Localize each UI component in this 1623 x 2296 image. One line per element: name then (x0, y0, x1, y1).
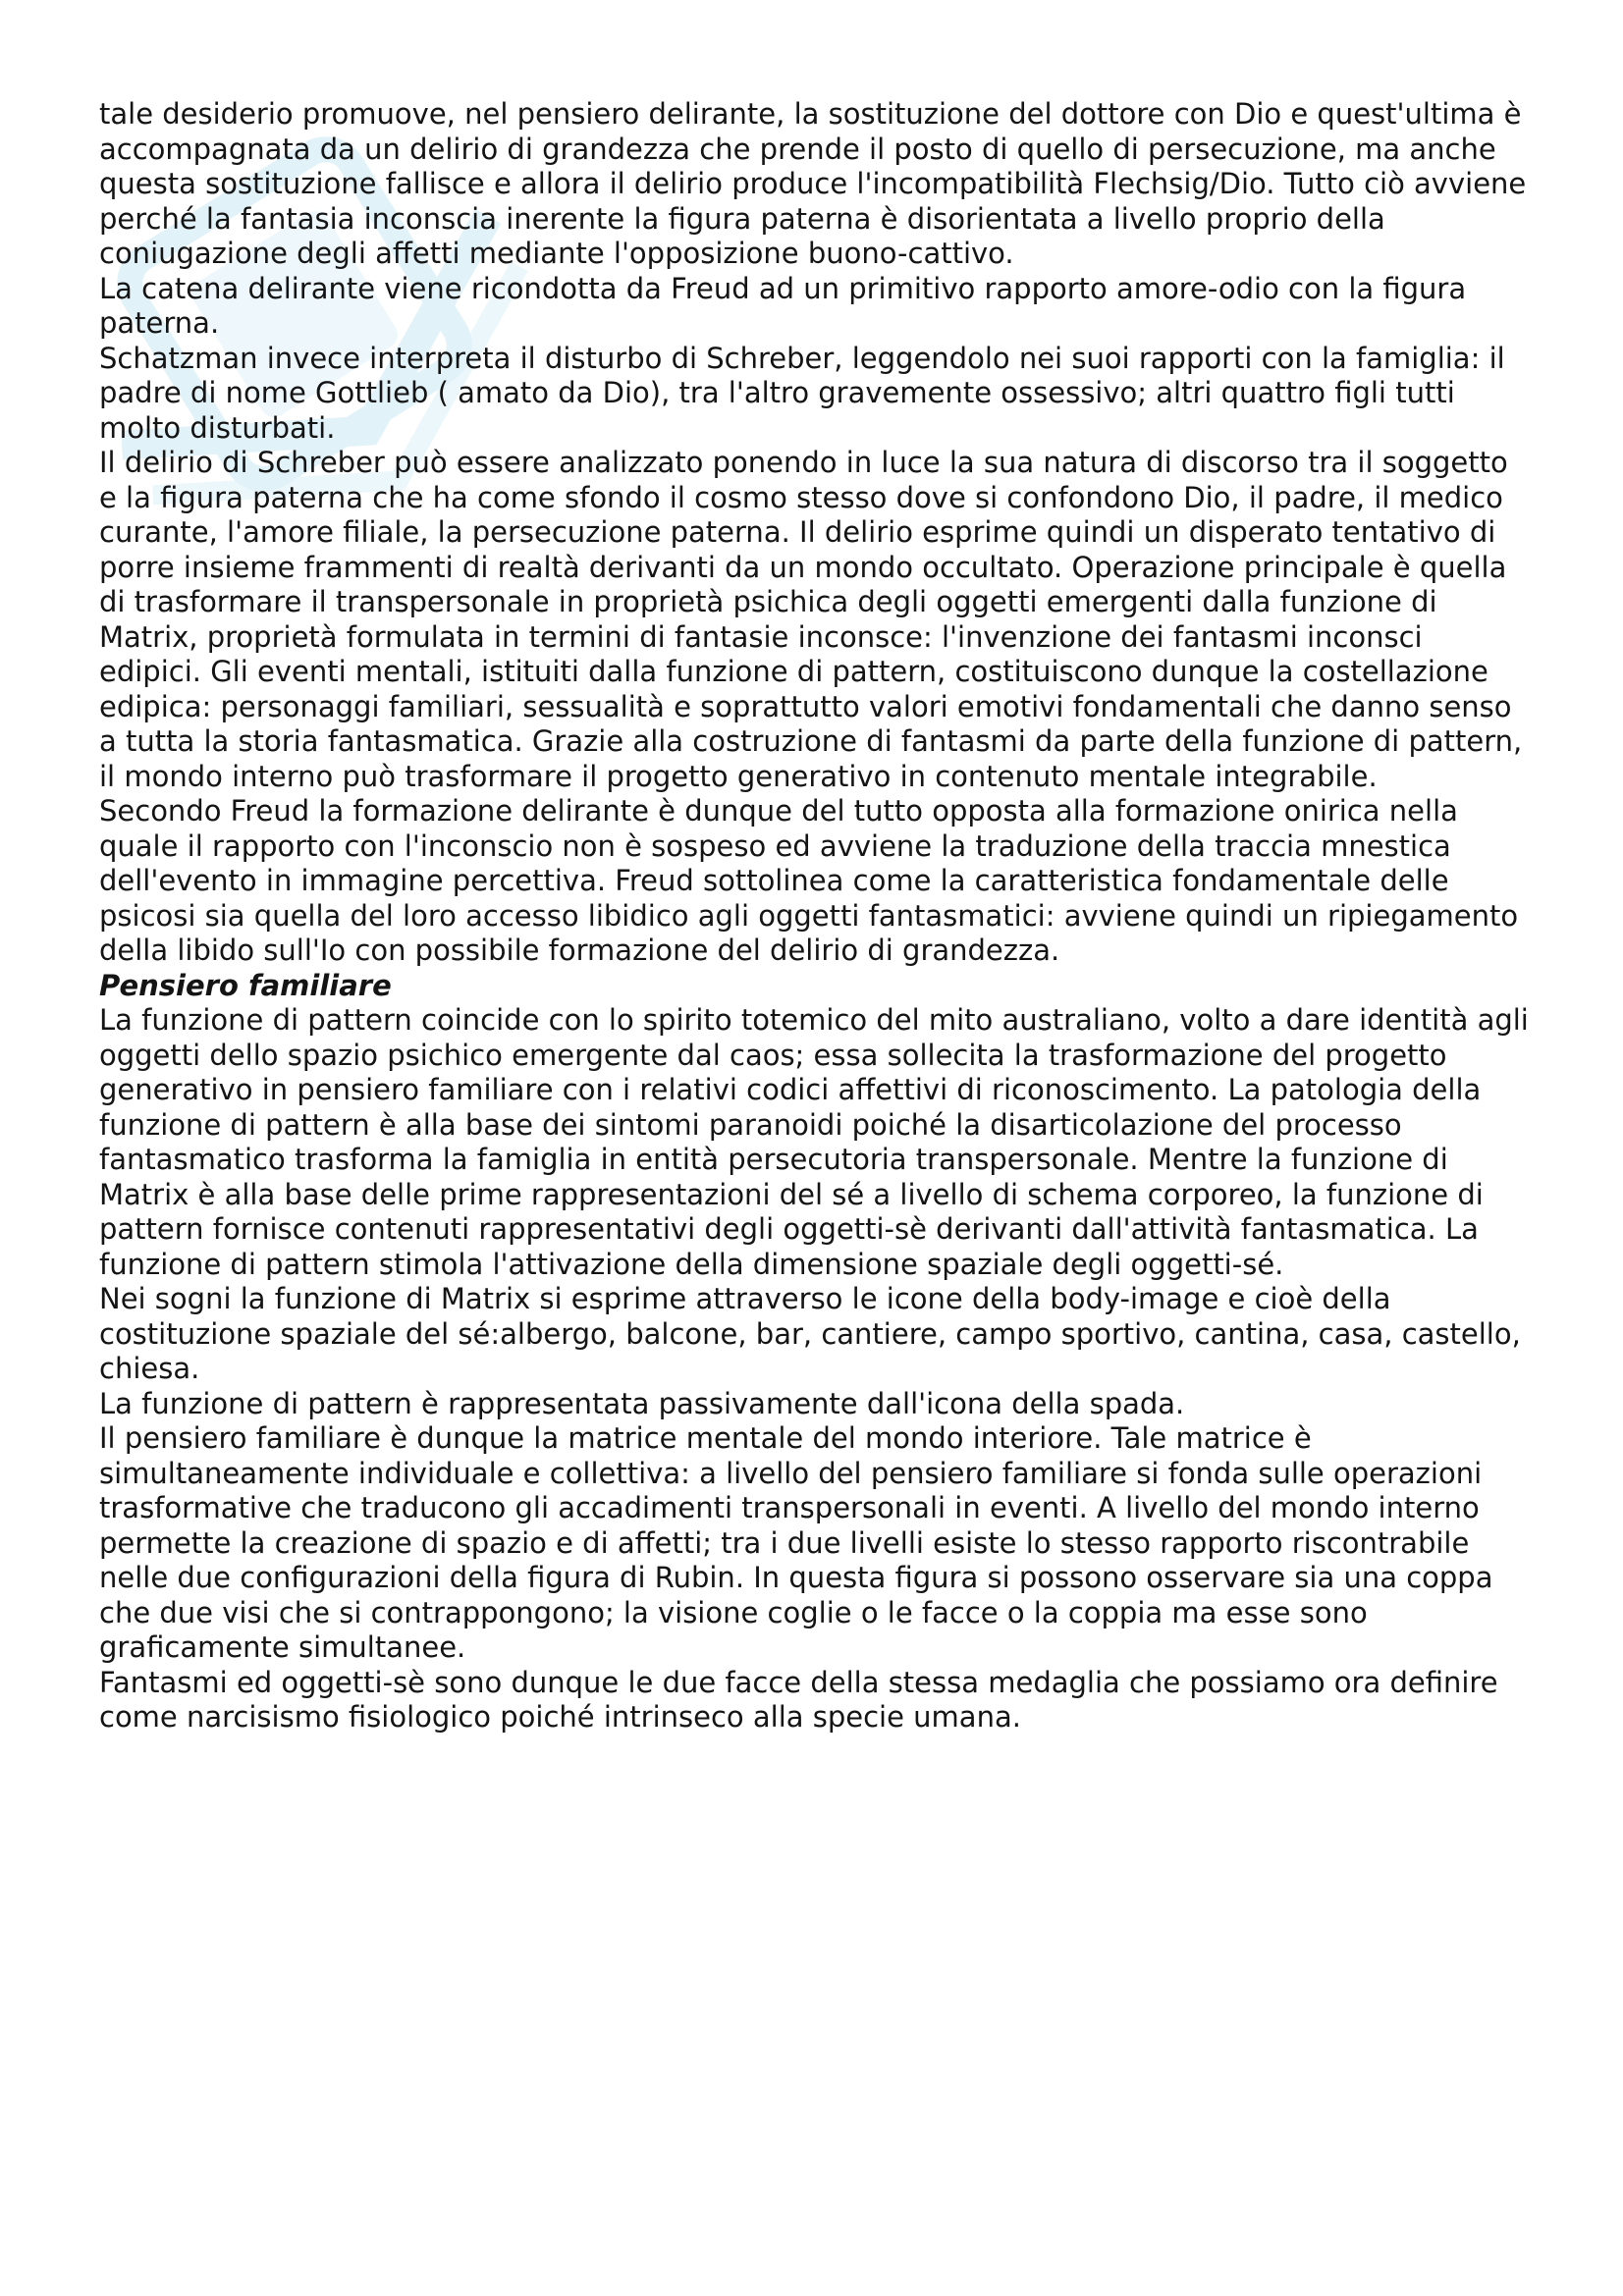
paragraph: tale desiderio promuove, nel pensiero delirante, la sostituzione del dottore con Dio e quest'ultima è accompagnata da un delirio di grandezza che prende il posto di quello di persecuzione, ma anche questa sostituzione fallisce e allora il delirio produce l'incompatibilità Flechsig/Dio. Tutto ciò avviene perché la fantasia inconscia inerente la figura paterna è disorientata a livello proprio della coniugazione degli affetti mediante l'opposizione buono-cattivo. (99, 97, 1527, 270)
paragraph: Nei sogni la funzione di Matrix si esprime attraverso le icone della body-image e cioè della costituzione spaziale del sé:albergo, balcone, bar, cantiere, campo sportivo, cantina, casa, castello, chiesa. (99, 1282, 1521, 1385)
paragraph: Secondo Freud la formazione delirante è dunque del tutto opposta alla formazione onirica nella quale il rapporto con l'inconscio non è sospeso ed avviene la traduzione della traccia mnestica dell'evento in immagine percettiva. Freud sottolinea come la caratteristica fondamentale delle psicosi sia quella del loro accesso libidico agli oggetti fantasmatici: avviene quindi un ripiegamento della libido sull'Io con possibile formazione del delirio di grandezza. (99, 794, 1519, 967)
paragraph: Il delirio di Schreber può essere analizzato ponendo in luce la sua natura di discorso tra il soggetto e la figura paterna che ha come sfondo il cosmo stesso dove si confondono Dio, il padre, il medico curante, l'amore filiale, la persecuzione paterna. Il delirio esprime quindi un disperato tentativo di porre insieme frammenti di realtà derivanti da un mondo occultato. Operazione principale è quella di trasformare il transpersonale in proprietà psichica degli oggetti emergenti dalla funzione di Matrix, proprietà formulata in termini di fantasie inconsce: l'invenzione dei fantasmi inconsci edipici. Gli eventi mentali, istituiti dalla funzione di pattern, costituiscono dunque la costellazione edipica: personaggi familiari, sessualità e soprattutto valori emotivi fondamentali che danno senso a tutta la storia fantasmatica. Grazie alla costruzione di fantasmi da parte della funzione di pattern, il mondo interno può trasformare il progetto generativo in contenuto mentale integrabile. (99, 446, 1523, 793)
paragraph: Fantasmi ed oggetti-sè sono dunque le due facce della stessa medaglia che possiamo ora definire come narcisismo fisiologico poiché intrinseco alla specie umana. (99, 1665, 1498, 1734)
section-heading: Pensiero familiare (99, 968, 392, 1002)
paragraph: La funzione di pattern è rappresentata passivamente dall'icona della spada. (99, 1386, 1185, 1420)
paragraph: La catena delirante viene ricondotta da Freud ad un primitivo rapporto amore-odio con la figura paterna. (99, 271, 1467, 340)
paragraph: La funzione di pattern coincide con lo spirito totemico del mito australiano, volto a dare identità agli oggetti dello spazio psichico emergente dal caos; essa sollecita la trasformazione del progetto generativo in pensiero familiare con i relativi codici affettivi di riconoscimento. La patologia della funzione di pattern è alla base dei sintomi paranoidi poiché la disarticolazione del processo fantasmatico trasforma la famiglia in entità persecutoria transpersonale. Mentre la funzione di Matrix è alla base delle prime rappresentazioni del sé a livello di schema corporeo, la funzione di pattern fornisce contenuti rappresentativi degli oggetti-sè derivanti dall'attività fantasmatica. La funzione di pattern stimola l'attivazione della dimensione spaziale degli oggetti-sé. (99, 1003, 1529, 1281)
paragraph: Il pensiero familiare è dunque la matrice mentale del mondo interiore. Tale matrice è simultaneamente individuale e collettiva: a livello del pensiero familiare si fonda sulle operazioni trasformative che traducono gli accadimenti transpersonali in eventi. A livello del mondo interno permette la creazione di spazio e di affetti; tra i due livelli esiste lo stesso rapporto riscontrabile nelle due configurazioni della figura di Rubin. In questa figura si possono osservare sia una coppa che due visi che si contrappongono; la visione coglie o le facce o la coppia ma esse sono graficamente simultanee. (99, 1421, 1493, 1664)
paragraph: Schatzman invece interpreta il disturbo di Schreber, leggendolo nei suoi rapporti con la famiglia: il padre di nome Gottlieb ( amato da Dio), tra l'altro gravemente ossessivo; altri quattro figli tutti molto disturbati. (99, 341, 1505, 445)
document-body (99, 97, 1533, 1735)
